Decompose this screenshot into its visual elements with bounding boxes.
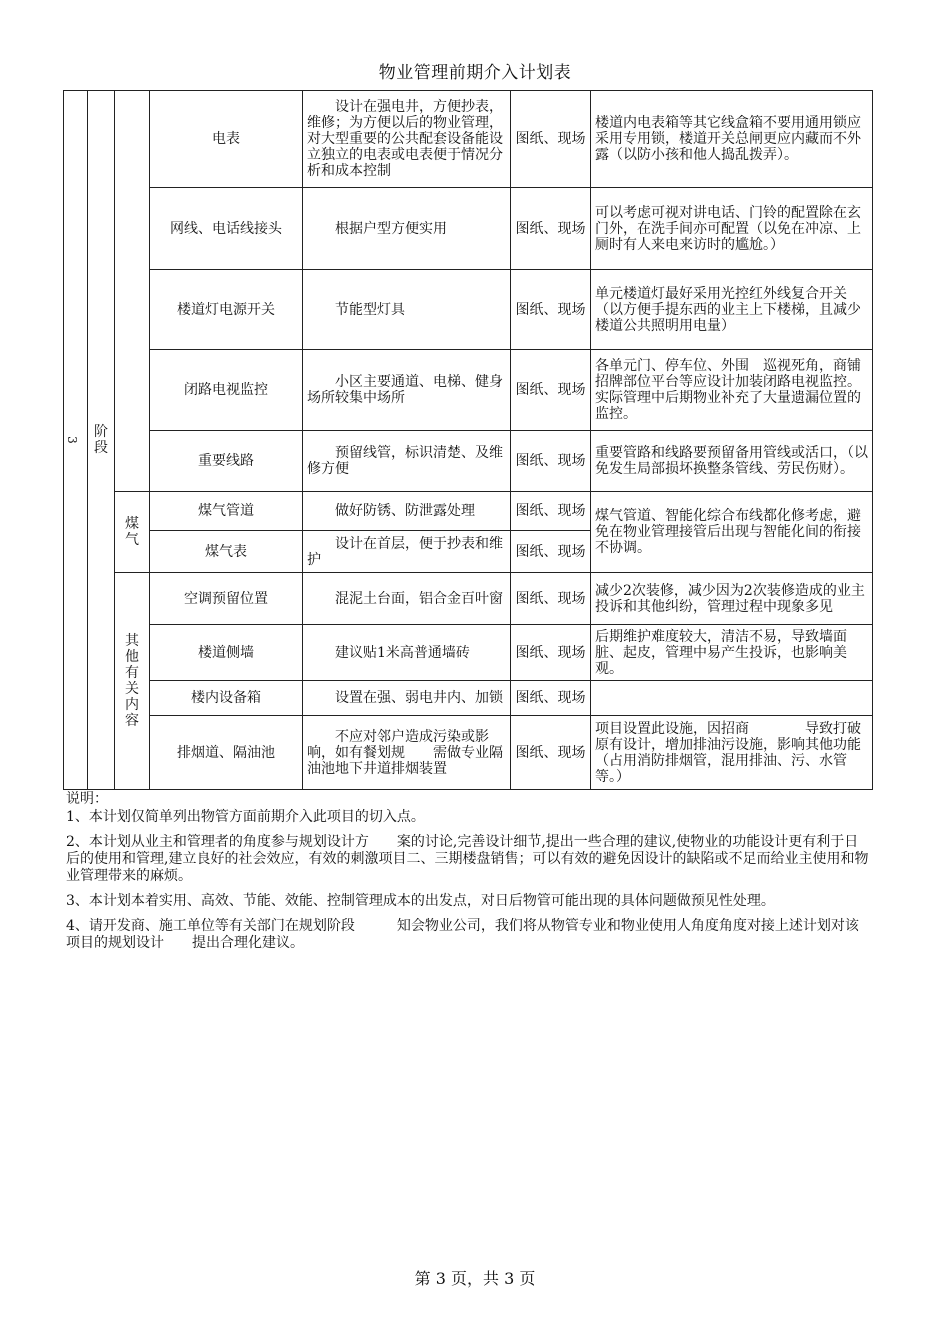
note-cell: 重要管路和线路要预留备用管线或活口，（以免发生局部损坏换整条管线、劳民伤财）。	[591, 431, 873, 492]
item-cell: 楼道灯电源开关	[150, 270, 303, 350]
item-cell: 重要线路	[150, 431, 303, 492]
requirement-cell: 节能型灯具	[303, 270, 511, 350]
method-cell: 图纸、现场	[511, 531, 591, 573]
page-title: 物业管理前期介入计划表	[378, 63, 572, 83]
note-item: 3、本计划本着实用、高效、节能、效能、控制管理成本的出发点，对日后物管可能出现的具体问题做预见性处理。	[66, 893, 775, 909]
page-footer: 第 3 页，共 3 页	[414, 1269, 536, 1288]
item-cell: 闭路电视监控	[150, 350, 303, 431]
item-cell: 煤气管道	[150, 492, 303, 531]
table-row	[64, 91, 873, 188]
note-cell: 煤气管道、智能化综合布线都化修考虑，避免在物业管理接管后出现与智能化间的衔接不协调。	[591, 492, 873, 573]
section-number: 3	[64, 436, 79, 444]
requirement-cell: 小区主要通道、电梯、健身场所较集中场所	[303, 350, 511, 431]
note-cell: 项目设置此设施，因招商 导致打破原有设计，增加排油污设施，影响其他功能（占用消防排烟管，混用排油、污、水管等。）	[591, 716, 873, 790]
item-cell: 排烟道、隔油池	[150, 716, 303, 790]
item-cell: 楼道侧墙	[150, 625, 303, 681]
method-cell: 图纸、现场	[511, 492, 591, 531]
note-cell: 各单元门、停车位、外围 巡视死角，商铺招牌部位平台等应设计加装闭路电视监控。实际管理中后期物业补充了大量遗漏位置的监控。	[591, 350, 873, 431]
requirement-cell: 做好防锈、防泄露处理	[303, 492, 511, 531]
item-cell: 网线、电话线接头	[150, 188, 303, 270]
category-cell-gas	[115, 492, 150, 573]
note-cell	[591, 681, 873, 716]
note-item: 1、本计划仅简单列出物管方面前期介入此项目的切入点。	[66, 809, 425, 825]
table-row	[64, 573, 873, 625]
category-label-other: 其 他 有 关 内 容	[125, 633, 139, 729]
method-cell: 图纸、现场	[511, 91, 591, 188]
method-cell: 图纸、现场	[511, 188, 591, 270]
category-label-gas: 煤 气	[125, 516, 139, 548]
note-cell: 楼道内电表箱等其它线盒箱不要用通用锁应采用专用锁，楼道开关总闸更应内藏而不外露（以防小孩和他人捣乱拨弄）。	[591, 91, 873, 188]
item-cell: 楼内设备箱	[150, 681, 303, 716]
category-cell-other	[115, 573, 150, 790]
table-row	[64, 716, 873, 790]
section-number-cell	[64, 91, 88, 790]
table-row	[64, 270, 873, 350]
note-cell: 可以考虑可视对讲电话、门铃的配置除在玄门外，在洗手间亦可配置（以免在冲凉、上厕时有人来电来访时的尴尬。）	[591, 188, 873, 270]
method-cell: 图纸、现场	[511, 573, 591, 625]
note-cell: 单元楼道灯最好采用光控红外线复合开关（以方便手提东西的业主上下楼梯，且减少楼道公共照明用电量）	[591, 270, 873, 350]
item-cell: 空调预留位置	[150, 573, 303, 625]
item-cell: 煤气表	[150, 531, 303, 573]
stage-cell	[88, 91, 115, 790]
notes-heading: 说明：	[66, 791, 108, 807]
notes-section	[66, 791, 872, 960]
table-row	[64, 431, 873, 492]
note-cell: 后期维护难度较大，清洁不易，导致墙面脏、起皮，管理中易产生投诉，也影响美观。	[591, 625, 873, 681]
method-cell: 图纸、现场	[511, 431, 591, 492]
item-cell: 电表	[150, 91, 303, 188]
requirement-cell: 建议贴1米高普通墙砖	[303, 625, 511, 681]
requirement-cell: 设计在强电井，方便抄表，维修；为方便以后的物业管理，对大型重要的公共配套设备能设立独立的电表或电表便于情况分析和成本控制	[303, 91, 511, 188]
note-cell: 减少2次装修，减少因为2次装修造成的业主投诉和其他纠纷，管理过程中现象多见	[591, 573, 873, 625]
note-item: 4、请开发商、施工单位等有关部门在规划阶段 知会物业公司，我们将从物管专业和物业使用人角度角度对接上述计划对该项目的规划设计 提出合理化建议。	[66, 918, 859, 951]
method-cell: 图纸、现场	[511, 681, 591, 716]
method-cell: 图纸、现场	[511, 350, 591, 431]
plan-table	[63, 90, 873, 790]
method-cell: 图纸、现场	[511, 625, 591, 681]
table-row	[64, 492, 873, 531]
table-row	[64, 625, 873, 681]
stage-label: 阶 段	[94, 424, 108, 456]
requirement-cell: 预留线管，标识清楚、及维修方便	[303, 431, 511, 492]
requirement-cell: 根据户型方便实用	[303, 188, 511, 270]
requirement-cell: 混泥土台面，铝合金百叶窗	[303, 573, 511, 625]
table-row	[64, 350, 873, 431]
requirement-cell: 不应对邻户造成污染或影响，如有餐划规 需做专业隔油池地下井道排烟装置	[303, 716, 511, 790]
requirement-cell: 设计在首层，便于抄表和维护	[303, 531, 511, 573]
note-item: 2、本计划从业主和管理者的角度参与规划设计方 案的讨论,完善设计细节,提出一些合理的建议,使物业的功能设计更有利于日后的使用和管理,建立良好的社会效应，有效的刺激项目二、三期楼盘销售；可以有效的避免因设计的缺陷或不足而给业主使用和物业管理带来的麻烦。	[66, 834, 869, 884]
table-row	[64, 188, 873, 270]
category-cell-empty	[115, 91, 150, 492]
method-cell: 图纸、现场	[511, 270, 591, 350]
requirement-cell: 设置在强、弱电井内、加锁	[303, 681, 511, 716]
method-cell: 图纸、现场	[511, 716, 591, 790]
table-row	[64, 681, 873, 716]
